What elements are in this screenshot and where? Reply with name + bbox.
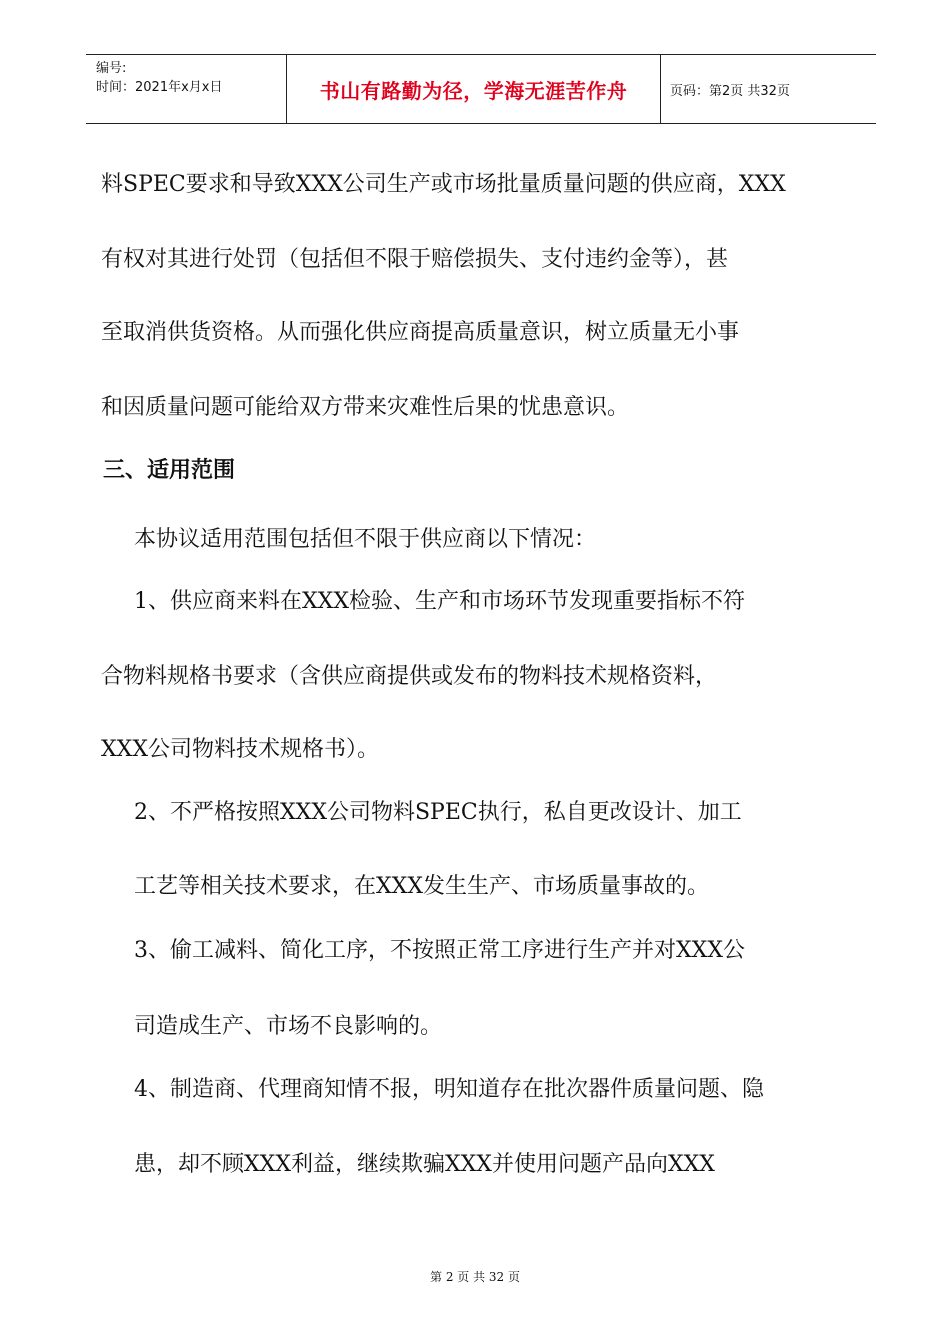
header-page-info: 页码：第2页 共32页	[670, 83, 790, 99]
body-line: 料SPEC要求和导致XXX公司生产或市场批量质量问题的供应商，XXX	[101, 172, 786, 197]
body-line: 和因质量问题可能给双方带来灾难性后果的忧患意识。	[101, 395, 630, 420]
body-line: 有权对其进行处罚（包括但不限于赔偿损失、支付违约金等），甚	[101, 247, 729, 272]
list-item: XXX公司物料技术规格书）。	[101, 737, 379, 762]
list-item: 2、不严格按照XXX公司物料SPEC执行，私自更改设计、加工	[134, 800, 742, 825]
page-footer: 第 2 页 共 32 页	[430, 1270, 520, 1284]
body-line: 至取消供货资格。从而强化供应商提高质量意识，树立质量无小事	[101, 320, 740, 345]
list-item: 4、制造商、代理商知情不报，明知道存在批次器件质量问题、隐	[134, 1077, 764, 1102]
list-item: 司造成生产、市场不良影响的。	[134, 1014, 443, 1039]
header-motto: 书山有路勤为径，学海无涯苦作舟	[319, 78, 628, 103]
header-motto-cell	[286, 55, 661, 123]
scope-intro: 本协议适用范围包括但不限于供应商以下情况：	[134, 527, 597, 552]
list-item: 工艺等相关技术要求，在XXX发生生产、市场质量事故的。	[134, 874, 709, 899]
document-number-label: 编号:	[96, 61, 127, 76]
page-header	[86, 54, 876, 124]
list-item: 3、偷工减料、简化工序，不按照正常工序进行生产并对XXX公	[134, 938, 745, 963]
list-item: 1、供应商来料在XXX检验、生产和市场环节发现重要指标不符	[134, 589, 745, 614]
section-heading: 三、适用范围	[103, 458, 236, 483]
document-time-label: 时间：2021年x月x日	[96, 80, 223, 95]
header-meta	[96, 59, 222, 97]
list-item: 患，却不顾XXX利益，继续欺骗XXX并使用问题产品向XXX	[134, 1152, 715, 1177]
list-item: 合物料规格书要求（含供应商提供或发布的物料技术规格资料，	[101, 664, 718, 689]
